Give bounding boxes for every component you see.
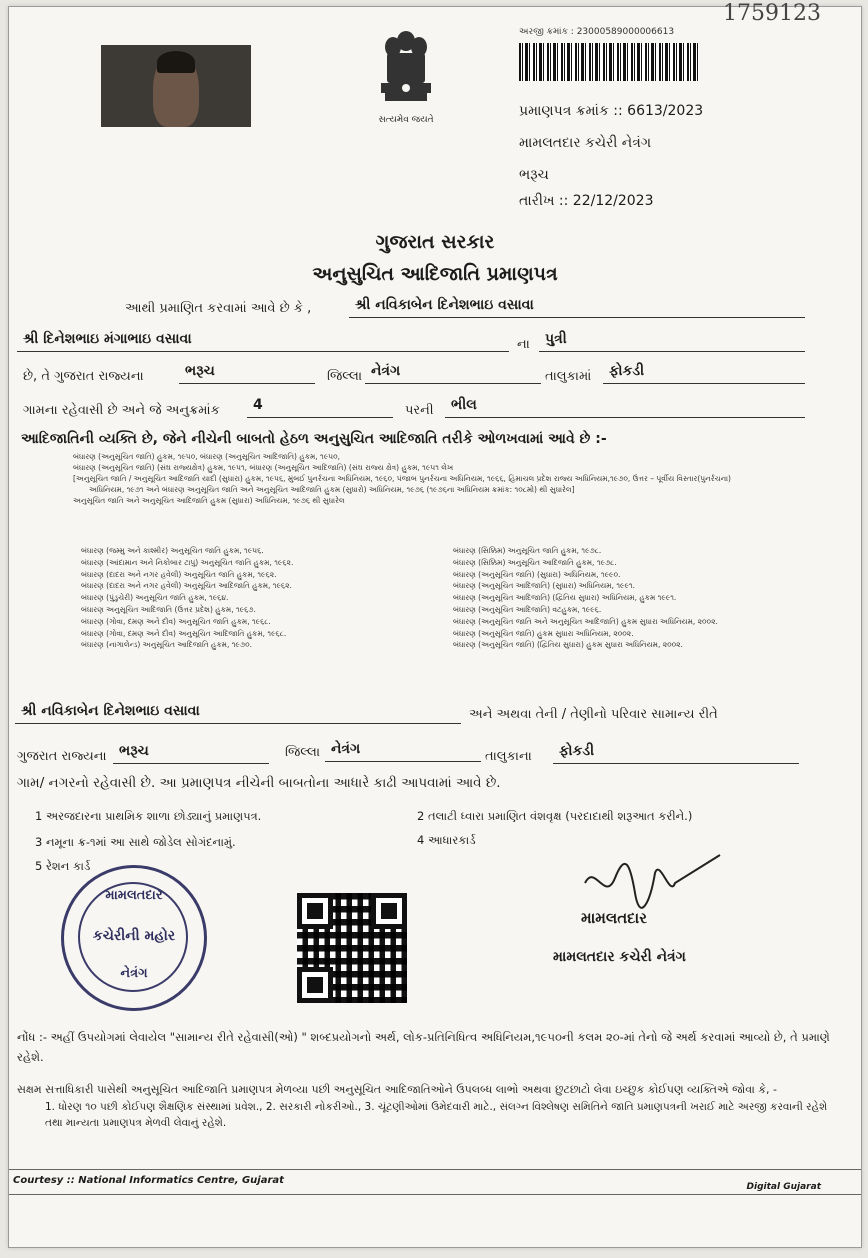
legal-line: અધિનિયમ, ૧૯૭૧ અને બંધારણ અનુસૂચિત જાતિ અને અનુસૂચિત આદિજાતિ હુકમ (સુધારો) અધિનિયમ, ૧૯૭૬ (૧૯૭૬ના અધિનિયમ ક્રમાંક: ૧૦૮મો) થી સુધારેલ]	[89, 485, 575, 494]
orders-left	[81, 545, 441, 651]
applicant-name: શ્રી નવિકાબેન દિનેશભાઇ વસાવા	[349, 297, 805, 318]
document-item: 2 તલાટી ધ્વારા પ્રમાણિત વંશવૃક્ષ (પરદાદાથી શરૂઆત કરીને.)	[417, 809, 693, 823]
order-item: બંધારણ (અનુસૂચિત આદિજાતિ) (સુધારા) અધિનિયમ, ૧૯૯૧.	[453, 581, 635, 591]
upar-label: પરની	[405, 403, 434, 418]
village-value: ફોકડી	[603, 363, 805, 384]
handwritten-number: 1759123	[723, 1, 821, 26]
certificate-number: પ્રમાણપત્ર ક્રમાંક :: 6613/2023	[519, 103, 704, 119]
district-label: જિલ્લા	[327, 369, 363, 384]
father-name: શ્રી દિનેશભાઇ મંગાભાઇ વસાવા	[17, 331, 509, 352]
village-line: ગામના રહેવાસી છે અને જે અનુક્રમાંક	[23, 403, 220, 418]
na-label: ના	[517, 337, 530, 352]
order-item: બંધારણ (ગોવા, દમણ અને દીવ) અનુસૂચિત આદિજાતિ હુકમ, ૧૯૬૮.	[81, 628, 287, 638]
legal-references	[73, 451, 843, 506]
state-prefix-2: ગુજરાત રાજ્યના	[17, 749, 107, 764]
barcode	[519, 43, 699, 81]
application-number: અરજી ક્રમાંક : 23000589000006613	[519, 27, 675, 37]
document-item: 5 રેશન કાર્ડ	[35, 859, 91, 873]
order-item: બંધારણ (અનુસૂચિત આદિજાતિ) (દ્વિતિય સુધારા) અધિનિયમ, હુકમ ૧૯૯૧.	[453, 593, 677, 603]
order-item: બંધારણ (સિક્કિમ) અનુસૂચિત આદિજાતિ હુકમ, ૧૯૭૮.	[453, 557, 617, 567]
order-item: બંધારણ (અનુસૂચિત જાતિ) (સુધારા) અધિનિયમ, ૧૯૯૦.	[453, 569, 621, 579]
document-item: 1 અરજદારના પ્રાથમિક શાળા છોડ્યાનું પ્રમાણપત્ર.	[35, 809, 262, 823]
taluka-value: નેત્રંગ	[365, 363, 541, 384]
legal-line: [અનુસૂચિત જાતિ / અનુસૂચિત આદિજાતિ યાદી (સુધારા) હુકમ, ૧૯૫૬, મુંબઈ પુનર્રચના અધિનિયમ, ૧૯૬૦, પંજાબ પુનર્રચના અધિનિયમ, ૧૯૬૬, હિમાચલ પ્રદેશ રાજ્ય અધિનિયમ,૧૯૭૦, ઉત્તર – પૂર્વીય વિસ્તાર(પુનર્રચના)	[73, 474, 731, 483]
applicant-name-repeat: શ્રી નવિકાબેન દિનેશભાઇ વસાવા	[15, 703, 461, 724]
document-item: 4 આધારકાર્ડ	[417, 833, 476, 847]
tribe-name: ભીલ	[445, 397, 805, 418]
order-item: બંધારણ (અનુસૂચિત આદિજાતિ) વટહુકમ, ૧૯૯૬.	[453, 604, 602, 614]
header-district: ભરૂચ	[519, 167, 549, 183]
government-title: ગુજરાત સરકાર	[375, 231, 495, 253]
document-item: 3 નમૂના ક્ર-૧માં આ સાથે જોડેલ સોગંદનામું.	[35, 835, 236, 849]
state-emblem-icon	[371, 21, 441, 117]
order-item: બંધારણ (નાગાલેન્ડ) અનુસૂચિત આદિજાતિ હુકમ, ૧૯૭૦.	[81, 640, 252, 650]
serial-number: 4	[247, 397, 393, 418]
order-item: બંધારણ (અનુસૂચિત જાતિ) (દ્વિતિય સુધારા) હુકમ સુધારા અધિનિયમ, ૨૦૦૨.	[453, 640, 683, 650]
issue-date: તારીખ :: 22/12/2023	[519, 193, 654, 209]
order-item: બંધારણ (સિક્કિમ) અનુસૂચિત જાતિ હુકમ, ૧૯૭૮.	[453, 546, 602, 555]
certificate-page	[8, 1, 862, 1248]
qr-code	[297, 893, 407, 1003]
emblem-caption: સત્યમેવ જયતે	[378, 115, 434, 125]
applicant-photo	[101, 45, 251, 127]
state-prefix: છે, તે ગુજરાત રાજ્યના	[23, 369, 144, 384]
order-item: બંધારણ (પુંડુચેરી) અનુસૂચિત જાતિ હુકમ, ૧૯૬૪.	[81, 593, 229, 603]
signature-icon	[575, 853, 725, 913]
legal-line: બંધારણ (અનુસૂચિત જાતિ) (સંઘ રાજ્યક્ષેત્ર) હુકમ, ૧૯૫૧, બંધારણ (અનુસૂચિત આદિજાતિ) (સંઘ રાજ્ય ક્ષેત્ર) હુકમ, ૧૯૫૧ લેખ	[73, 463, 454, 472]
order-item: બંધારણ (દાદરા અને નગર હવેલી) અનુસૂચિત આદિજાતિ હુકમ, ૧૯૬૨.	[81, 581, 292, 591]
orders-right	[453, 545, 843, 651]
signatory-office: મામલતદાર કચેરી નેત્રંગ	[553, 949, 686, 965]
order-item: બંધારણ (આંદામાન અને નિકોબાર ટાપુ) અનુસૂચિત જાતિ હુકમ, ૧૯૬૨.	[81, 557, 294, 567]
legal-line: અનુસૂચિત જાતિ અને અનુસૂચિત આદિજાતિ હુકમ (સુધારા) અધિનિયમ, ૧૯૭૬ થી સુધારેલ	[73, 496, 345, 505]
order-item: બંધારણ અનુસૂચિત આદિજાતિ (ઉત્તર પ્રદેશ) હુકમ, ૧૯૬૭.	[81, 604, 256, 614]
declaration: આદિજાતિની વ્યક્તિ છે, જેને નીચેની બાબતો હેઠળ અનુસુચિત આદિજાતિ તરીકે ઓળખવામાં આવે છે :-	[21, 431, 607, 447]
notice-items: 1. ધોરણ ૧૦ પછી કોઈપણ શૈક્ષણિક સંસ્થામાં પ્રવેશ., 2. સરકારી નોકરીઓ., 3. ચૂંટણીઓમાં ઉમેદવારી માટે., સંલગ્ન વિશ્લેષણ સમિતિને જાતિ પ્રમાણપત્રની ખરાઈ માટે અરજી કરવાની રહેશે તથા માન્યતા પ્રમાણપત્ર મેળવી લેવાનું રહેશે.	[45, 1101, 828, 1129]
issuing-office: મામલતદાર કચેરી નેત્રંગ	[519, 135, 652, 151]
seal-top-text: મામલતદાર	[105, 888, 163, 903]
certify-prefix: આથી પ્રમાણિત કરવામાં આવે છે કે ,	[125, 301, 312, 316]
family-text: અને અથવા તેની / તેણીનો પરિવાર સામાન્ય રીતે	[469, 707, 718, 722]
footer-courtesy: Courtesy :: National Informatics Centre, Gujarat	[13, 1175, 284, 1186]
basis-text: ગામ/ નગરનો રહેવાસી છે. આ પ્રમાણપત્ર નીચેની બાબતોના આધારે કાઢી આપવામાં આવે છે.	[17, 775, 501, 791]
footer-brand: Digital Gujarat	[746, 1182, 821, 1192]
order-item: બંધારણ (ગોવા, દમણ અને દીવ) અનુસૂચિત જાતિ હુકમ, ૧૯૬૮.	[81, 616, 271, 626]
seal-middle-text: કચેરીની મહોર	[92, 928, 176, 944]
footer-bar	[9, 1169, 861, 1195]
signatory-title: મામલતદાર	[581, 909, 647, 927]
district-value-2: ભરૂચ	[113, 743, 269, 764]
district-value: ભરૂચ	[179, 363, 315, 384]
district-label-2: જિલ્લા	[285, 745, 321, 760]
order-item: બંધારણ (અનુસૂચિત જાતિ) હુકમ સુધારા અધિનિયમ, ૨૦૦૨.	[453, 628, 634, 638]
residency-note: નોંધ :- અહીં ઉપયોગમાં લેવાયેલ "સામાન્ય રીતે રહેવાસી(ઓ) " શબ્દપ્રયોગનો અર્થ, લોક-પ્રતિનિધિત્વ અધિનિયમ,૧૯૫૦ની કલમ ૨૦-માં તેનો જે અર્થ કરવામાં આવ્યો છે, તે પ્રમાણે રહેશે.	[17, 1030, 830, 1064]
certificate-title: અનુસુચિત આદિજાતિ પ્રમાણપત્ર	[312, 263, 558, 285]
order-item: બંધારણ (અનુસૂચિત જાતિ અને અનુસૂચિત આદિજાતિ) હુકમ સુધારા અધિનિયમ, ૨૦૦૨.	[453, 616, 718, 626]
legal-line: બંધારણ (અનુસૂચિત જાતિ) હુકમ, ૧૯૫૦, બંધારણ (અનુસૂચિત આદિજાતિ) હુકમ, ૧૯૫૦,	[73, 452, 340, 461]
taluka-label: તાલુકામાં	[545, 369, 592, 384]
seal-bottom-text: નેત્રંગ	[120, 966, 148, 981]
order-item: બંધારણ (જમ્મુ અને કાશ્મીર) અનુસૂચિત જાતિ હુકમ, ૧૯૫૬.	[81, 546, 264, 555]
office-seal	[61, 865, 207, 1011]
taluka-label-2: તાલુકાના	[485, 749, 532, 764]
taluka-value-2: નેત્રંગ	[325, 741, 481, 762]
relation: પુત્રી	[539, 331, 805, 352]
order-item: બંધારણ (દાદરા અને નગર હવેલી) અનુસૂચિત જાતિ હુકમ, ૧૯૬૨.	[81, 569, 277, 579]
notice-text: સક્ષમ સત્તાધિકારી પાસેથી અનુસૂચિત આદિજાતિ પ્રમાણપત્ર મેળવ્યા પછી અનુસૂચિત આદિજાતિઓને ઉપલબ્ધ લાભો અથવા છુટછાટો લેવા ઇચ્છુક કોઈપણ વ્યક્તિએ જોવા કે, -	[17, 1083, 778, 1096]
village-value-2: ફોકડી	[553, 743, 799, 764]
